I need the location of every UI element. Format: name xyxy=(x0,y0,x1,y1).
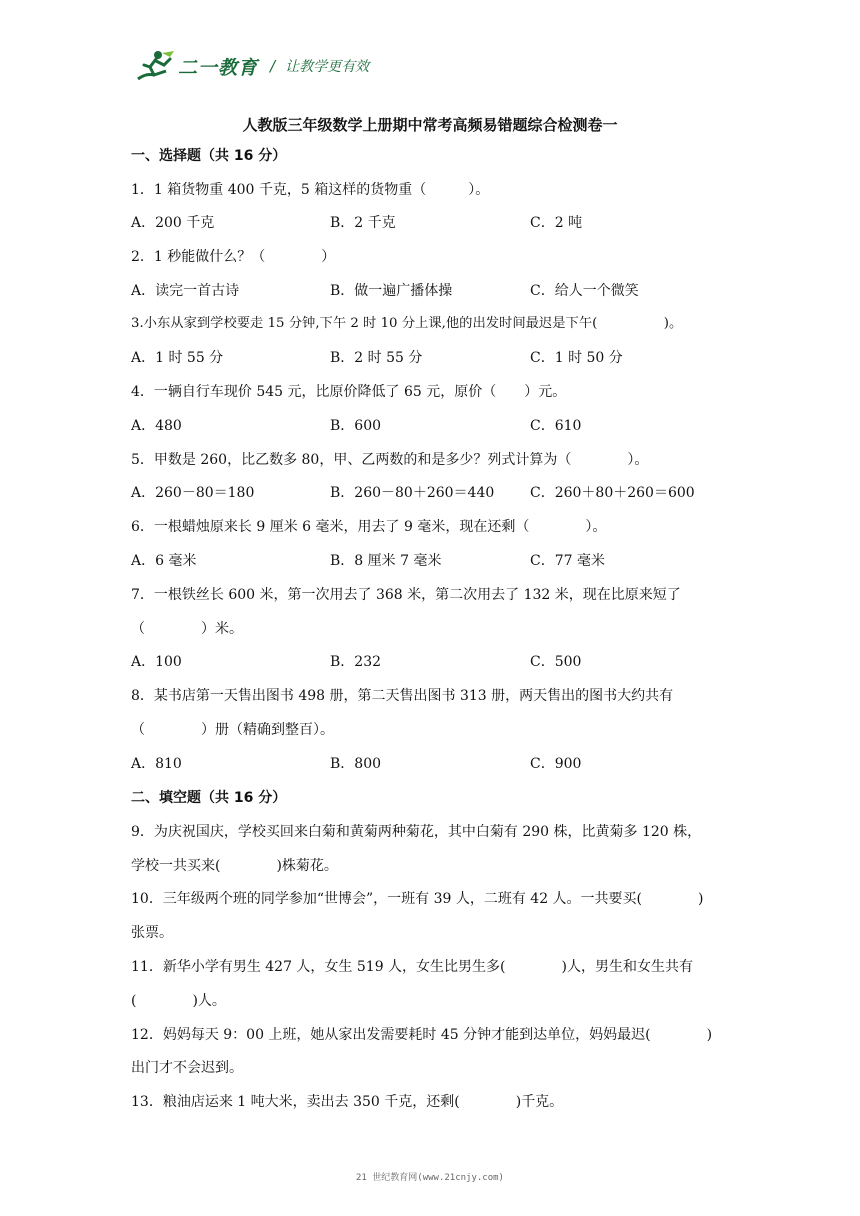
section-heading-choice: 一、选择题（共 16 分） xyxy=(131,148,287,164)
q6-option-b: B．8 厘米 7 毫米 xyxy=(330,553,442,569)
question-10-cont: 张票。 xyxy=(131,925,173,941)
section-heading-fill: 二、填空题（共 16 分） xyxy=(131,790,287,806)
question-3: 3.小东从家到学校要走 15 分钟,下午 2 时 10 分上课,他的出发时间最迟是下午( )。 xyxy=(131,316,683,331)
brand-separator: / xyxy=(270,57,276,75)
q8-option-c: C．900 xyxy=(530,756,582,772)
q8-option-a: A．810 xyxy=(131,756,182,772)
brand-logo xyxy=(136,48,369,84)
question-8-cont: （ ）册（精确到整百）。 xyxy=(131,722,334,738)
q3-option-c: C．1 时 50 分 xyxy=(530,350,623,366)
question-11-cont: ( )人。 xyxy=(131,993,226,1009)
q7-option-c: C．500 xyxy=(530,654,582,670)
question-9: 9．为庆祝国庆，学校买回来白菊和黄菊两种菊花，其中白菊有 290 株，比黄菊多 120 株， xyxy=(131,824,702,840)
q5-option-a: A．260－80＝180 xyxy=(131,485,255,501)
question-5: 5．甲数是 260，比乙数多 80，甲、乙两数的和是多少？列式计算为（ ）。 xyxy=(131,452,649,468)
question-7-cont: （ ）米。 xyxy=(131,621,243,637)
question-10: 10．三年级两个班的同学参加“世博会”，一班有 39 人，二班有 42 人。一共要买( ) xyxy=(131,891,704,907)
q7-option-a: A．100 xyxy=(131,654,182,670)
question-2: 2．1 秒能做什么？（ ） xyxy=(131,249,336,265)
q2-option-b: B．做一遍广播体操 xyxy=(330,283,453,299)
document-title: 人教版三年级数学上册期中常考高频易错题综合检测卷一 xyxy=(242,116,618,134)
q2-option-a: A．读完一首古诗 xyxy=(131,283,240,299)
runner-logo-icon xyxy=(136,49,176,83)
q6-option-a: A．6 毫米 xyxy=(131,553,197,569)
q7-option-b: B．232 xyxy=(330,654,382,670)
brand-slogan: 让教学更有效 xyxy=(285,59,370,75)
question-8: 8．某书店第一天售出图书 498 册，第二天售出图书 313 册，两天售出的图书大约共有 xyxy=(131,688,674,704)
q4-option-a: A．480 xyxy=(131,418,182,434)
question-6: 6．一根蜡烛原来长 9 厘米 6 毫米，用去了 9 毫米，现在还剩（ ）。 xyxy=(131,519,607,535)
question-1: 1．1 箱货物重 400 千克，5 箱这样的货物重（ ）。 xyxy=(131,182,490,198)
q3-option-a: A．1 时 55 分 xyxy=(131,350,224,366)
brand-name: 二一教育 xyxy=(178,56,259,79)
q1-option-a: A．200 千克 xyxy=(131,215,215,231)
q3-option-b: B．2 时 55 分 xyxy=(330,350,423,366)
question-12-cont: 出门才不会迟到。 xyxy=(131,1060,243,1076)
q5-option-b: B．260－80＋260＝440 xyxy=(330,485,495,501)
question-11: 11．新华小学有男生 427 人，女生 519 人，女生比男生多( )人，男生和女生共有 xyxy=(131,959,693,975)
question-4: 4．一辆自行车现价 545 元，比原价降低了 65 元，原价（ ）元。 xyxy=(131,384,567,400)
q8-option-b: B．800 xyxy=(330,756,382,772)
q4-option-b: B．600 xyxy=(330,418,382,434)
question-13: 13．粮油店运来 1 吨大米，卖出去 350 千克，还剩( )千克。 xyxy=(131,1094,564,1110)
q4-option-c: C．610 xyxy=(530,418,582,434)
q2-option-c: C．给人一个微笑 xyxy=(530,283,639,299)
page-footer: 21 世纪教育网(www.21cnjy.com) xyxy=(356,1173,504,1183)
q1-option-c: C．2 吨 xyxy=(530,215,583,231)
q6-option-c: C．77 毫米 xyxy=(530,553,605,569)
q1-option-b: B．2 千克 xyxy=(330,215,396,231)
q5-option-c: C．260＋80＋260＝600 xyxy=(530,485,695,501)
question-7: 7．一根铁丝长 600 米，第一次用去了 368 米，第二次用去了 132 米，现在比原来短了 xyxy=(131,587,681,603)
question-12: 12．妈妈每天 9：00 上班，她从家出发需要耗时 45 分钟才能到达单位，妈妈最迟( ) xyxy=(131,1027,713,1043)
question-9-cont: 学校一共买来( )株菊花。 xyxy=(131,858,338,874)
